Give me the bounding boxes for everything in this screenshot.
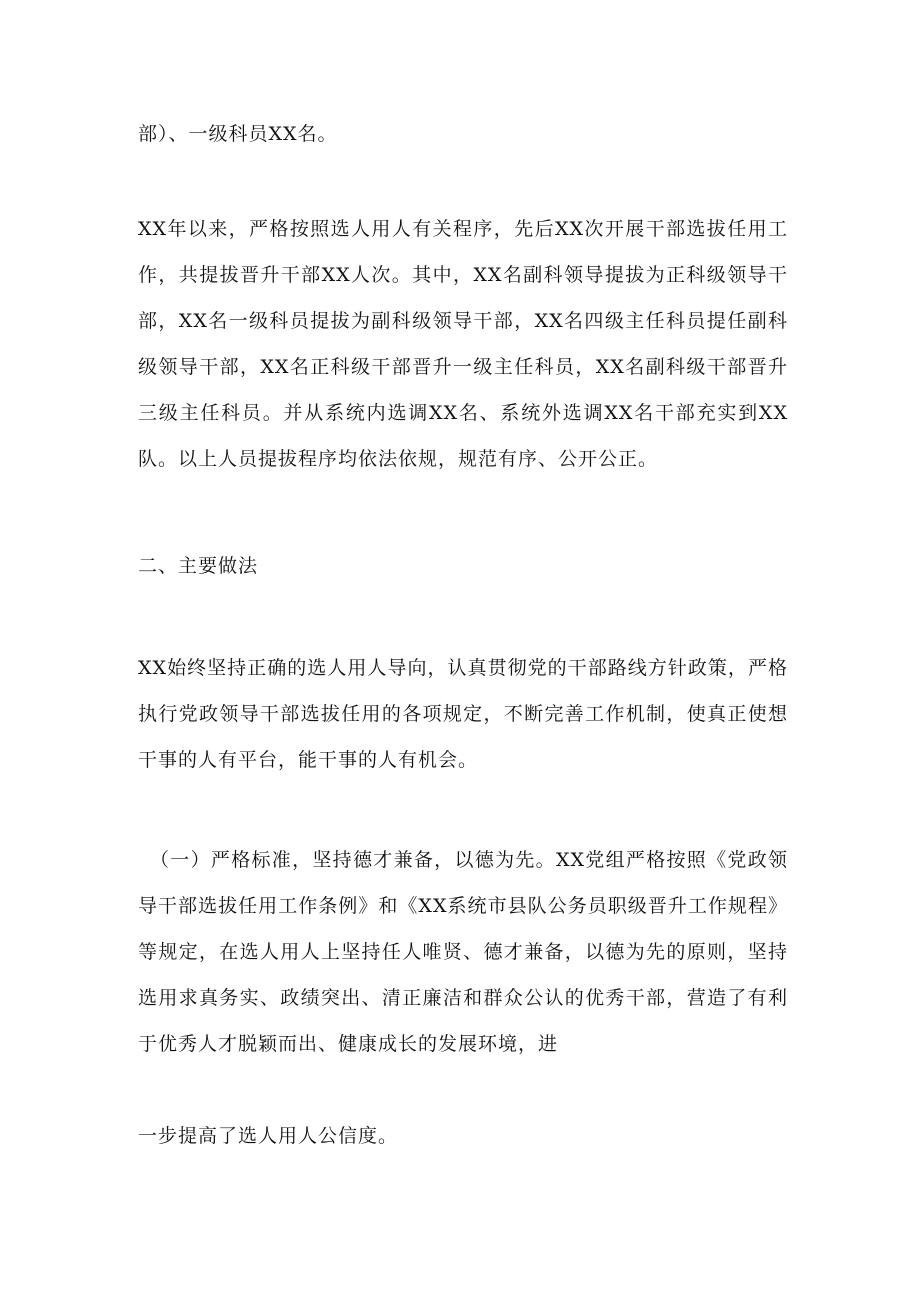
paragraph-guidance: XX始终坚持正确的选人用人导向，认真贯彻党的干部路线方针政策，严格执行党政领导干部选拔任用的各项规定，不断完善工作机制，使真正使想干事的人有平台，能干事的人有机会。 [138,657,788,771]
paragraph-promotion-summary: XX年以来，严格按照选人用人有关程序，先后XX次开展干部选拔任用工作，共提拔晋升干部XX人次。其中，XX名副科领导提拔为正科级领导干部，XX名一级科员提拔为副科级领导干部，XX名四级主任科员提任副科级领导干部，XX名正科级干部晋升一级主任科员，XX名副科级干部晋升三级主任科员。并从系统内选调XX名、系统外选调XX名干部充实到XX队。以上人员提拔程序均依法依规，规范有序、公开公正。 [138,218,788,470]
section-heading-main-practices: 二、主要做法 [138,555,259,577]
paragraph-continuation: 部）、一级科员XX名。 [138,123,338,145]
paragraph-strict-standards: （一）严格标准，坚持德才兼备，以德为先。XX党组严格按照《党政领导干部选拔任用工作条例》和《XX系统市县队公务员职级晋升工作规程》等规定，在选人用人上坚持任人唯贤、德才兼备，以德为先的原则，坚持选用求真务实、政绩突出、清正廉洁和群众公认的优秀干部，营造了有利于优秀人才脱颖而出、健康成长的发展环境，进 [138,849,788,1055]
paragraph-credibility: 一步提高了选人用人公信度。 [138,1125,399,1147]
